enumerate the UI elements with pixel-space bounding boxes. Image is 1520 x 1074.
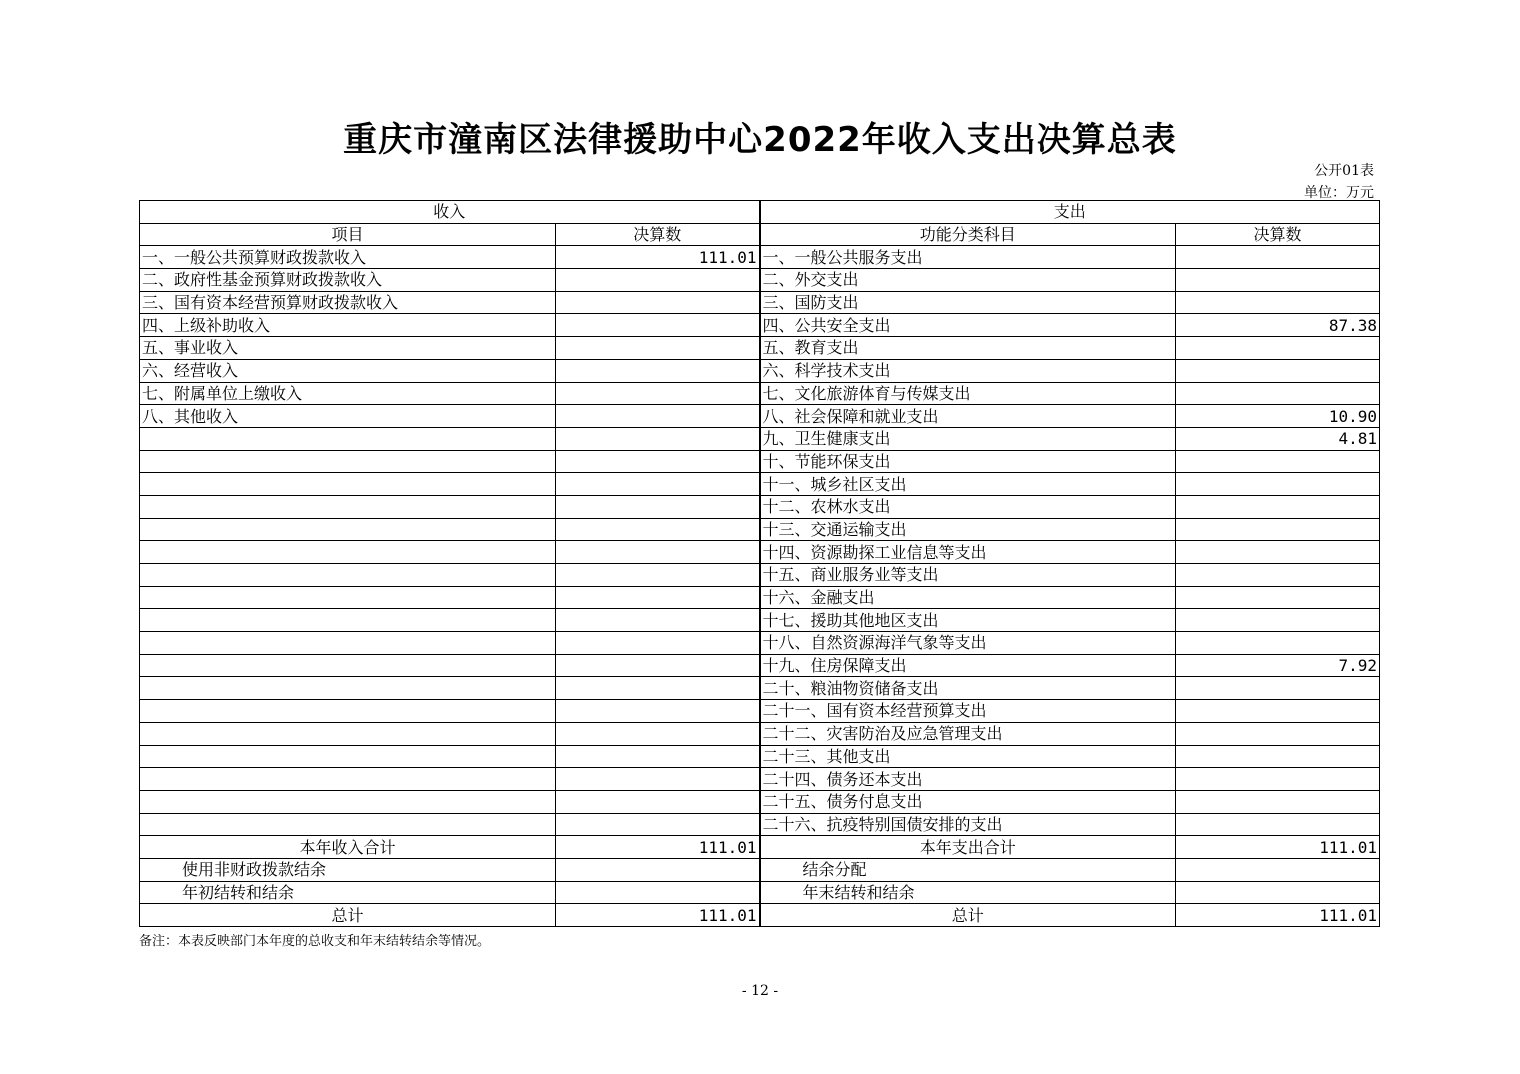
income-amount-cell (556, 609, 760, 632)
expense-amount-cell (1176, 518, 1380, 541)
table-row (140, 291, 1380, 314)
expense-amount-cell: 87.38 (1176, 314, 1380, 337)
grand-expense-amount: 111.01 (1176, 904, 1380, 927)
table-row (140, 768, 1380, 791)
table-row (140, 564, 1380, 587)
expense-item-cell: 十三、交通运输支出 (760, 518, 1176, 541)
expense-amount-cell (1176, 586, 1380, 609)
income-amount-cell (556, 269, 760, 292)
income-amount-cell (556, 790, 760, 813)
year-expense-label: 本年支出合计 (760, 836, 1176, 859)
income-item-cell (140, 654, 556, 677)
income-amount-cell (556, 359, 760, 382)
income-amount-cell (556, 654, 760, 677)
year-income-amount: 111.01 (556, 836, 760, 859)
expense-amount-cell (1176, 382, 1380, 405)
income-amount-cell (556, 813, 760, 836)
income-item-cell: 二、政府性基金预算财政拨款收入 (140, 269, 556, 292)
grand-income-amount: 111.01 (556, 904, 760, 927)
income-amount-cell (556, 450, 760, 473)
income-item-cell (140, 564, 556, 587)
expense-item-cell: 一、一般公共服务支出 (760, 246, 1176, 269)
income-item-cell (140, 450, 556, 473)
expense-item-cell: 十五、商业服务业等支出 (760, 564, 1176, 587)
income-item-cell: 六、经营收入 (140, 359, 556, 382)
income-amount-cell (556, 427, 760, 450)
table-row (140, 269, 1380, 292)
expense-amount-cell (1176, 813, 1380, 836)
income-item-cell (140, 745, 556, 768)
expense-item-cell: 二十六、抗疫特别国债安排的支出 (760, 813, 1176, 836)
expense-item-cell: 十九、住房保障支出 (760, 654, 1176, 677)
expense-amount-cell (1176, 495, 1380, 518)
income-item-cell (140, 813, 556, 836)
page-title: 重庆市潼南区法律援助中心2022年收入支出决算总表 (343, 120, 1177, 160)
begin-carry-amount (556, 881, 760, 904)
expense-amount-cell (1176, 722, 1380, 745)
expense-item-cell: 五、教育支出 (760, 337, 1176, 360)
expense-amount-cell: 7.92 (1176, 654, 1380, 677)
income-amount-cell (556, 564, 760, 587)
income-amount-cell (556, 382, 760, 405)
income-amount-cell (556, 700, 760, 723)
expense-amount-cell (1176, 269, 1380, 292)
expense-amount-cell (1176, 745, 1380, 768)
income-item-cell (140, 609, 556, 632)
income-amount-cell (556, 586, 760, 609)
income-amount-cell (556, 495, 760, 518)
surplus-dist-amount (1176, 858, 1380, 881)
expense-amount-cell: 10.90 (1176, 405, 1380, 428)
expense-item-cell: 二十、粮油物资储备支出 (760, 677, 1176, 700)
expense-amount-cell (1176, 790, 1380, 813)
income-item-cell: 三、国有资本经营预算财政拨款收入 (140, 291, 556, 314)
income-amount-cell: 111.01 (556, 246, 760, 269)
table-row (140, 314, 1380, 337)
year-total-row (140, 836, 1380, 859)
expense-amount-cell (1176, 246, 1380, 269)
income-amount-cell (556, 473, 760, 496)
expense-item-cell: 二十四、债务还本支出 (760, 768, 1176, 791)
table-row (140, 813, 1380, 836)
income-amount-cell (556, 518, 760, 541)
income-item-cell (140, 768, 556, 791)
grand-total-row (140, 904, 1380, 927)
table-row (140, 609, 1380, 632)
end-carry-label: 年末结转和结余 (760, 881, 1176, 904)
expense-amount-cell (1176, 677, 1380, 700)
income-amount-cell (556, 722, 760, 745)
form-number: 公开01表 (1314, 163, 1374, 179)
table-row (140, 790, 1380, 813)
income-amount-cell (556, 337, 760, 360)
expense-amount-cell (1176, 291, 1380, 314)
income-amount-cell (556, 632, 760, 655)
income-item-cell (140, 495, 556, 518)
table-row (140, 473, 1380, 496)
grand-income-label: 总计 (140, 904, 556, 927)
expense-amount-header: 决算数 (1176, 223, 1380, 246)
unit-label: 单位：万元 (1304, 185, 1374, 201)
income-item-cell (140, 677, 556, 700)
expense-item-cell: 十、节能环保支出 (760, 450, 1176, 473)
expense-item-cell: 四、公共安全支出 (760, 314, 1176, 337)
income-item-cell: 七、附属单位上缴收入 (140, 382, 556, 405)
table-row (140, 405, 1380, 428)
table-row (140, 700, 1380, 723)
expense-amount-cell (1176, 450, 1380, 473)
expense-amount-cell (1176, 359, 1380, 382)
income-header: 收入 (140, 201, 760, 224)
expense-item-cell: 二、外交支出 (760, 269, 1176, 292)
year-income-label: 本年收入合计 (140, 836, 556, 859)
table-row (140, 677, 1380, 700)
table-row (140, 518, 1380, 541)
grand-expense-label: 总计 (760, 904, 1176, 927)
expense-item-cell: 十一、城乡社区支出 (760, 473, 1176, 496)
expense-item-cell: 八、社会保障和就业支出 (760, 405, 1176, 428)
income-item-cell (140, 790, 556, 813)
table-row (140, 632, 1380, 655)
non-fiscal-label: 使用非财政拨款结余 (140, 858, 556, 881)
income-item-cell (140, 700, 556, 723)
expense-amount-cell (1176, 700, 1380, 723)
expense-amount-cell (1176, 768, 1380, 791)
table-row (140, 246, 1380, 269)
expense-item-cell: 二十二、灾害防治及应急管理支出 (760, 722, 1176, 745)
income-item-cell: 一、一般公共预算财政拨款收入 (140, 246, 556, 269)
expense-item-cell: 七、文化旅游体育与传媒支出 (760, 382, 1176, 405)
expense-amount-cell (1176, 541, 1380, 564)
expense-item-cell: 十八、自然资源海洋气象等支出 (760, 632, 1176, 655)
income-amount-cell (556, 291, 760, 314)
table-row (140, 541, 1380, 564)
income-item-cell (140, 518, 556, 541)
expense-item-cell: 十七、援助其他地区支出 (760, 609, 1176, 632)
footnote: 备注：本表反映部门本年度的总收支和年末结转结余等情况。 (139, 934, 491, 949)
income-item-cell (140, 427, 556, 450)
income-amount-cell (556, 405, 760, 428)
expense-amount-cell (1176, 473, 1380, 496)
non-fiscal-row (140, 858, 1380, 881)
page-number: - 12 - (741, 983, 779, 999)
income-item-cell: 五、事业收入 (140, 337, 556, 360)
expense-item-cell: 六、科学技术支出 (760, 359, 1176, 382)
table-row (140, 654, 1380, 677)
expense-item-cell: 二十一、国有资本经营预算支出 (760, 700, 1176, 723)
income-item-cell (140, 541, 556, 564)
expense-item-header: 功能分类科目 (760, 223, 1176, 246)
expense-item-cell: 十四、资源勘探工业信息等支出 (760, 541, 1176, 564)
income-amount-cell (556, 768, 760, 791)
income-amount-cell (556, 541, 760, 564)
expense-item-cell: 三、国防支出 (760, 291, 1176, 314)
table-row (140, 495, 1380, 518)
column-header-row (140, 223, 1380, 246)
income-item-cell: 八、其他收入 (140, 405, 556, 428)
income-item-cell (140, 632, 556, 655)
budget-table (139, 200, 1380, 927)
income-item-header: 项目 (140, 223, 556, 246)
expense-amount-cell (1176, 337, 1380, 360)
table-row (140, 745, 1380, 768)
carry-over-row (140, 881, 1380, 904)
expense-amount-cell (1176, 564, 1380, 587)
income-amount-cell (556, 314, 760, 337)
table-row (140, 359, 1380, 382)
begin-carry-label: 年初结转和结余 (140, 881, 556, 904)
surplus-dist-label: 结余分配 (760, 858, 1176, 881)
end-carry-amount (1176, 881, 1380, 904)
expense-item-cell: 十六、金融支出 (760, 586, 1176, 609)
table-row (140, 450, 1380, 473)
income-item-cell: 四、上级补助收入 (140, 314, 556, 337)
expense-amount-cell: 4.81 (1176, 427, 1380, 450)
year-expense-amount: 111.01 (1176, 836, 1380, 859)
income-amount-cell (556, 745, 760, 768)
table-row (140, 722, 1380, 745)
table-row (140, 427, 1380, 450)
expense-item-cell: 二十五、债务付息支出 (760, 790, 1176, 813)
non-fiscal-amount (556, 858, 760, 881)
income-amount-cell (556, 677, 760, 700)
expense-header: 支出 (760, 201, 1380, 224)
income-item-cell (140, 473, 556, 496)
expense-amount-cell (1176, 609, 1380, 632)
expense-item-cell: 九、卫生健康支出 (760, 427, 1176, 450)
table-row (140, 337, 1380, 360)
table-row (140, 382, 1380, 405)
income-amount-header: 决算数 (556, 223, 760, 246)
expense-item-cell: 二十三、其他支出 (760, 745, 1176, 768)
income-item-cell (140, 586, 556, 609)
expense-amount-cell (1176, 632, 1380, 655)
section-header-row (140, 201, 1380, 224)
expense-item-cell: 十二、农林水支出 (760, 495, 1176, 518)
income-item-cell (140, 722, 556, 745)
table-row (140, 586, 1380, 609)
